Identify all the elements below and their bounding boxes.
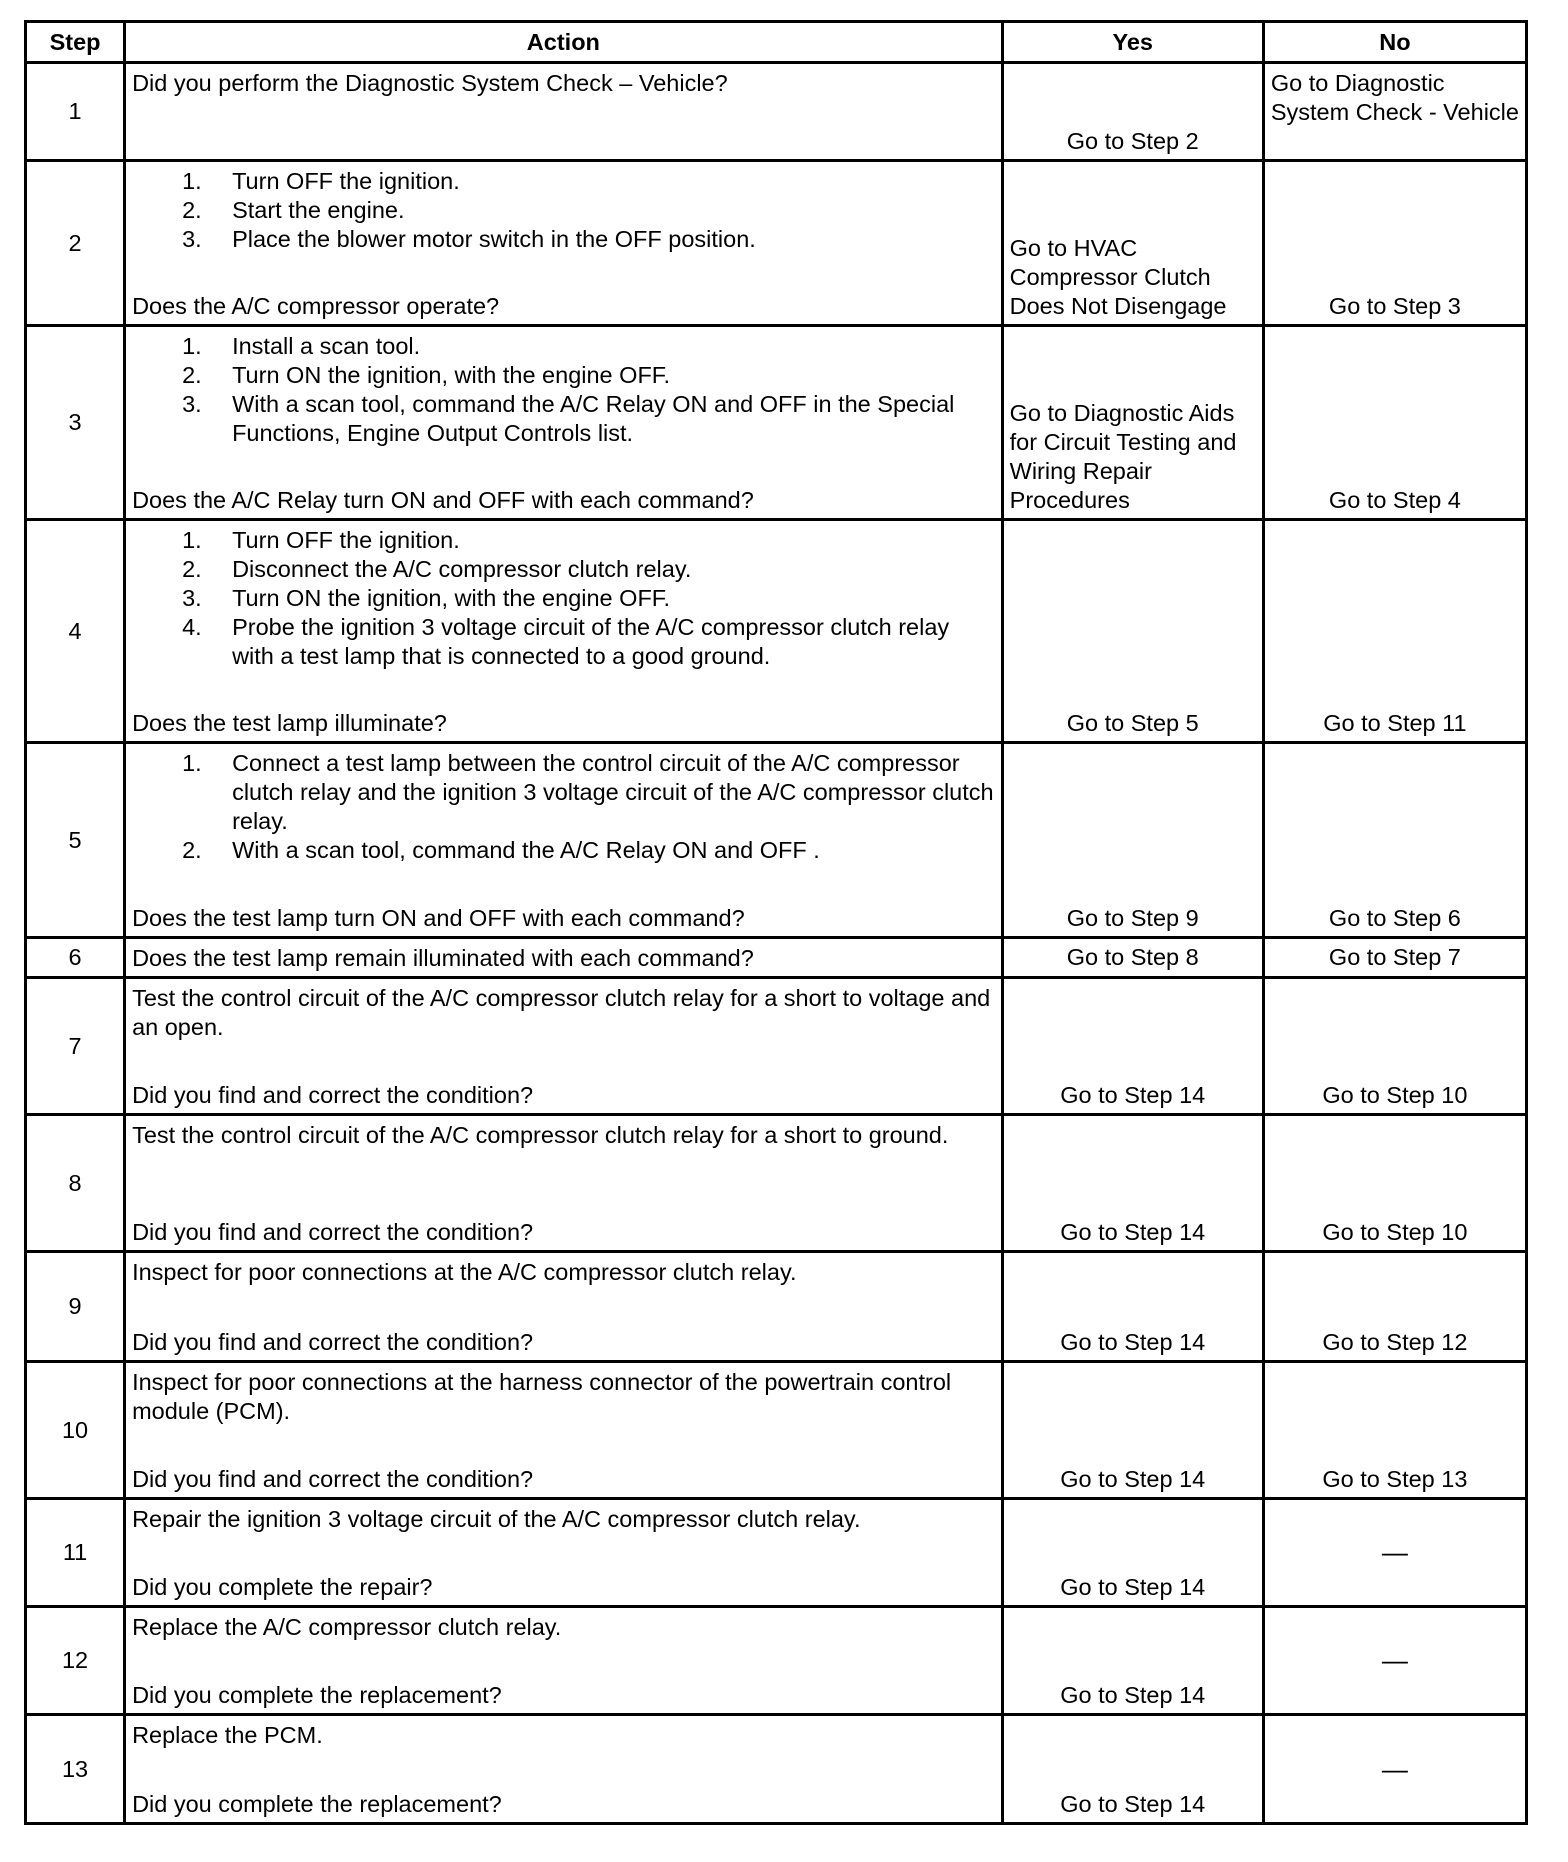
step-number: 2 [26,161,125,326]
table-row [26,1607,1527,1715]
action-cell [125,938,1003,978]
header-row [26,22,1527,63]
action-cell [125,326,1003,520]
yes-cell: Go to Step 14 [1002,1499,1263,1607]
step-number: 3 [26,326,125,520]
action-cell [125,1115,1003,1252]
header-action: Action [125,22,1003,63]
action-step-item: 1. Turn OFF the ignition. [182,168,460,194]
step-number: 7 [26,978,125,1115]
action-cell [125,1252,1003,1362]
step-number: 10 [26,1362,125,1499]
action-step-item: 2. With a scan tool, command the A/C Relay ON and OFF . [182,837,820,863]
action-steps [132,749,995,865]
action-cell [125,161,1003,326]
header-yes: Yes [1002,22,1263,63]
action-cell [125,978,1003,1115]
table-row [26,1362,1527,1499]
yes-cell: Go to HVAC Compressor Clutch Does Not Disengage [1002,161,1263,326]
yes-cell: Go to Step 14 [1002,1362,1263,1499]
action-cell [125,1499,1003,1607]
action-step-item: 1. Connect a test lamp between the control circuit of the A/C compressor clutch relay and the ignition 3 voltage circuit of the A/C compressor clutch relay. [182,750,994,834]
action-step-item: 2. Disconnect the A/C compressor clutch relay. [182,556,692,582]
no-cell: — [1263,1499,1526,1607]
no-cell: Go to Step 4 [1263,326,1526,520]
table-row [26,1252,1527,1362]
action-text: Replace the A/C compressor clutch relay. [132,1614,562,1640]
header-step: Step [26,22,125,63]
action-step-item: 1. Turn OFF the ignition. [182,527,460,553]
yes-cell: Go to Step 5 [1002,520,1263,743]
action-text: Did you perform the Diagnostic System Check – Vehicle? [132,70,728,96]
yes-cell: Go to Step 8 [1002,938,1263,978]
action-cell [125,63,1003,161]
no-cell: Go to Step 10 [1263,1115,1526,1252]
action-text: Repair the ignition 3 voltage circuit of the A/C compressor clutch relay. [132,1506,861,1532]
action-steps [132,332,995,448]
yes-cell: Go to Step 9 [1002,743,1263,938]
no-cell: — [1263,1607,1526,1715]
action-text: Does the test lamp remain illuminated with each command? [132,945,754,971]
table-row [26,326,1527,520]
action-question: Did you find and correct the condition? [132,1466,534,1492]
action-text: Test the control circuit of the A/C compressor clutch relay for a short to voltage and an open. [132,985,991,1040]
action-steps [132,526,995,671]
action-question: Did you find and correct the condition? [132,1082,534,1108]
yes-cell: Go to Step 14 [1002,1115,1263,1252]
action-step-item: 2. Turn ON the ignition, with the engine OFF. [182,362,671,388]
action-step-item: 3. With a scan tool, command the A/C Relay ON and OFF in the Special Functions, Engine Output Controls list. [182,391,955,446]
action-step-item: 3. Place the blower motor switch in the OFF position. [182,226,756,252]
yes-cell: Go to Step 14 [1002,1607,1263,1715]
step-number: 12 [26,1607,125,1715]
table-row [26,63,1527,161]
yes-cell: Go to Diagnostic Aids for Circuit Testing and Wiring Repair Procedures [1002,326,1263,520]
action-question: Did you find and correct the condition? [132,1329,534,1355]
table-row [26,938,1527,978]
action-question: Does the test lamp turn ON and OFF with each command? [132,905,745,931]
step-number: 8 [26,1115,125,1252]
no-cell: — [1263,1715,1526,1824]
action-question: Did you complete the replacement? [132,1791,502,1817]
no-cell: Go to Step 13 [1263,1362,1526,1499]
no-cell: Go to Step 6 [1263,743,1526,938]
action-step-item: 3. Turn ON the ignition, with the engine OFF. [182,585,671,611]
no-cell: Go to Step 3 [1263,161,1526,326]
table-row [26,743,1527,938]
no-cell: Go to Step 10 [1263,978,1526,1115]
step-number: 1 [26,63,125,161]
action-question: Did you complete the repair? [132,1574,433,1600]
no-cell: Go to Diagnostic System Check - Vehicle [1263,63,1526,161]
action-text: Test the control circuit of the A/C compressor clutch relay for a short to ground. [132,1122,949,1148]
step-number: 13 [26,1715,125,1824]
action-cell [125,520,1003,743]
diagnostic-table [24,20,1528,1825]
table-row [26,1499,1527,1607]
header-no: No [1263,22,1526,63]
action-text: Inspect for poor connections at the harness connector of the powertrain control module (PCM). [132,1369,952,1424]
action-step-item: 2. Start the engine. [182,197,405,223]
step-number: 4 [26,520,125,743]
action-cell [125,1362,1003,1499]
no-cell: Go to Step 7 [1263,938,1526,978]
action-step-item: 4. Probe the ignition 3 voltage circuit of the A/C compressor clutch relay with a test lamp that is connected to a good ground. [182,614,950,669]
table-row [26,1715,1527,1824]
no-cell: Go to Step 12 [1263,1252,1526,1362]
step-number: 9 [26,1252,125,1362]
action-question: Does the test lamp illuminate? [132,710,447,736]
no-cell: Go to Step 11 [1263,520,1526,743]
action-question: Does the A/C compressor operate? [132,293,500,319]
action-text: Replace the PCM. [132,1722,323,1748]
action-question: Does the A/C Relay turn ON and OFF with each command? [132,487,754,513]
action-question: Did you find and correct the condition? [132,1219,534,1245]
step-number: 6 [26,938,125,978]
table-row [26,1115,1527,1252]
table-row [26,161,1527,326]
action-question: Did you complete the replacement? [132,1682,502,1708]
table-row [26,520,1527,743]
action-text: Inspect for poor connections at the A/C compressor clutch relay. [132,1259,797,1285]
yes-cell: Go to Step 2 [1002,63,1263,161]
action-cell [125,743,1003,938]
step-number: 5 [26,743,125,938]
table-row [26,978,1527,1115]
step-number: 11 [26,1499,125,1607]
yes-cell: Go to Step 14 [1002,1252,1263,1362]
yes-cell: Go to Step 14 [1002,1715,1263,1824]
action-steps [132,167,995,254]
action-cell [125,1715,1003,1824]
action-cell [125,1607,1003,1715]
yes-cell: Go to Step 14 [1002,978,1263,1115]
action-step-item: 1. Install a scan tool. [182,333,421,359]
